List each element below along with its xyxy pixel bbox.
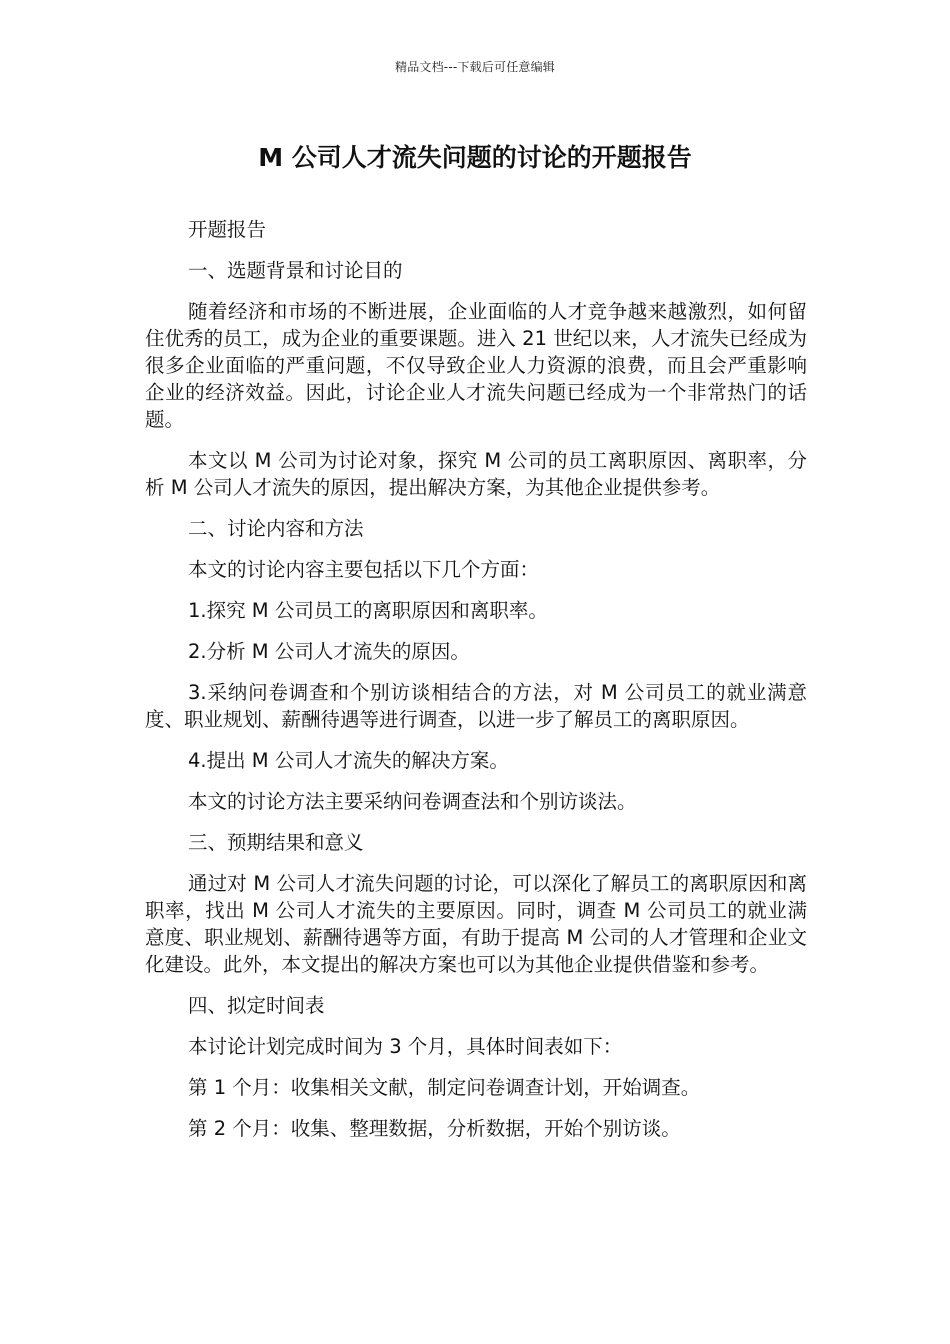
list-item-1: 1.探究 M 公司员工的离职原因和离职率。 [188,599,548,622]
paragraph-background: 随着经济和市场的不断进展，企业面临的人才竞争越来越激烈，如何留住优秀的员工，成为企业的重要课题。进入 21 世纪以来，人才流失已经成为很多企业面临的严重问题，不仅导致企业人力资源的浪费，而且会严重影响企业的经济效益。因此，讨论企业人才流失问题已经成为一个非常热门的话题。 [145,300,807,431]
document-title: M 公司人才流失问题的讨论的开题报告 [258,143,692,172]
paragraph-content-intro: 本文的讨论内容主要包括以下几个方面： [188,558,540,581]
paragraph-method: 本文的讨论方法主要采纳问卷调查法和个别访谈法。 [188,790,637,813]
header-note: 精品文档---下载后可任意编辑 [395,60,555,74]
list-item-4: 4.提出 M 公司人才流失的解决方案。 [188,749,509,772]
paragraph-report-label: 开题报告 [188,218,267,241]
schedule-month-1: 第 1 个月：收集相关文献，制定问卷调查计划，开始调查。 [188,1076,701,1099]
section-heading-schedule: 四、拟定时间表 [188,994,325,1017]
section-heading-content-method: 二、讨论内容和方法 [188,517,364,540]
section-heading-expected-results: 三、预期结果和意义 [188,831,364,854]
document-body [145,216,807,1156]
paragraph-expected-results: 通过对 M 公司人才流失问题的讨论，可以深化了解员工的离职原因和离职率，找出 M 公司人才流失的主要原因。同时，调查 M 公司员工的就业满意度、职业规划、薪酬待遇等方面，有助于提高 M 公司的人才管理和企业文化建设。此外，本文提出的解决方案也可以为其他企业提供借鉴和参考。 [145,872,807,976]
section-heading-background: 一、选题背景和讨论目的 [188,259,403,282]
paragraph-research-object: 本文以 M 公司为讨论对象，探究 M 公司的员工离职原因、离职率，分析 M 公司人才流失的原因，提出解决方案，为其他企业提供参考。 [145,449,807,499]
schedule-month-2: 第 2 个月：收集、整理数据，分析数据，开始个别访谈。 [188,1117,681,1140]
list-item-2: 2.分析 M 公司人才流失的原因。 [188,640,470,663]
paragraph-schedule-intro: 本讨论计划完成时间为 3 个月，具体时间表如下： [188,1035,623,1058]
list-item-3: 3.采纳问卷调查和个别访谈相结合的方法，对 M 公司员工的就业满意度、职业规划、薪酬待遇等进行调查，以进一步了解员工的离职原因。 [145,681,807,731]
